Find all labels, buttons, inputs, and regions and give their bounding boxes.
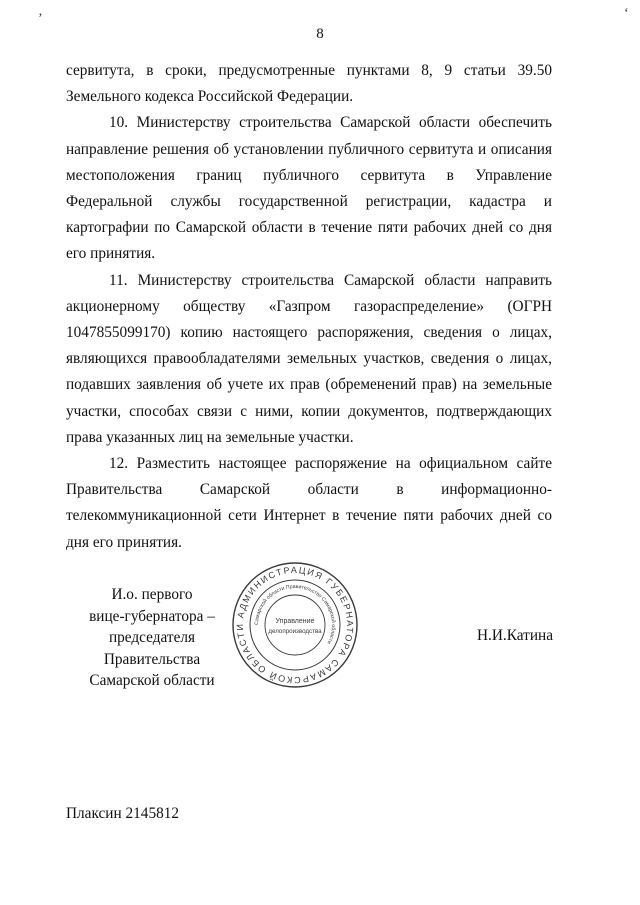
- seal-center-line1: Управление: [275, 618, 315, 625]
- signatory-title-line: вице-губернатора –: [89, 607, 215, 625]
- seal-inner-text-path: Самарской области Правительство Самарской области: [253, 583, 337, 645]
- paragraph-10: 10. Министерству строительства Самарской области обеспечить направление решения об установлении публичного сервитута и описания местоположения границ публичного сервитута в Управление Федеральной службы государственной регистрации, кадастра и картографии по Самарской области в течение пяти рабочих дней со дня его принятия.: [66, 114, 552, 263]
- signatory-title-line: Самарской области: [89, 672, 215, 689]
- seal-outer-ring: [233, 563, 357, 687]
- signatory-name: Н.И.Катина: [477, 627, 553, 644]
- signatory-title-line: председателя Правительства: [103, 629, 201, 668]
- paragraph-continuation: сервитута, в сроки, предусмотренные пунктами 8, 9 статьи 39.50 Земельного кодекса Российской Федерации.: [66, 62, 552, 106]
- signatory-title-line: И.о. первого: [111, 586, 193, 603]
- seal-center-line2: делопроизводства: [268, 628, 322, 635]
- official-seal: [230, 560, 360, 690]
- seal-mid-ring: [250, 580, 340, 670]
- paragraph-11: 11. Министерству строительства Самарской области направить акционерному обществу «Газпром газораспределение» (ОГРН 1047855099170) копию настоящего распоряжения, сведения о лицах, являющихся правообладателями земельных участков, сведения о лицах, подавших заявления об учете их прав (обременений прав) на земельные участки, способах связи с ними, копии документов, подтверждающих права указанных лиц на земельные участки.: [66, 271, 552, 446]
- seal-outer-text-path: АДМИНИСТРАЦИЯ ГУБЕРНАТОРА САМАРСКОЙ ОБЛАСТИ: [234, 564, 356, 686]
- scan-mark: ‚: [38, 4, 43, 19]
- scan-mark: ‘: [624, 6, 629, 21]
- seal-inner-ring: [265, 595, 325, 655]
- executor-note: Плаксин 2145812: [66, 805, 180, 822]
- paragraph-12: 12. Разместить настоящее распоряжение на официальном сайте Правительства Самарской области в информационно-телекоммуникационной сети Интернет в течение пяти рабочих дней со дня его принятия.: [66, 455, 552, 551]
- seal-inner-text: [254, 584, 337, 645]
- seal-outer-text: [235, 565, 355, 685]
- document-body: [66, 58, 552, 556]
- signatory-title: [62, 584, 242, 692]
- page-number: 8: [316, 26, 324, 42]
